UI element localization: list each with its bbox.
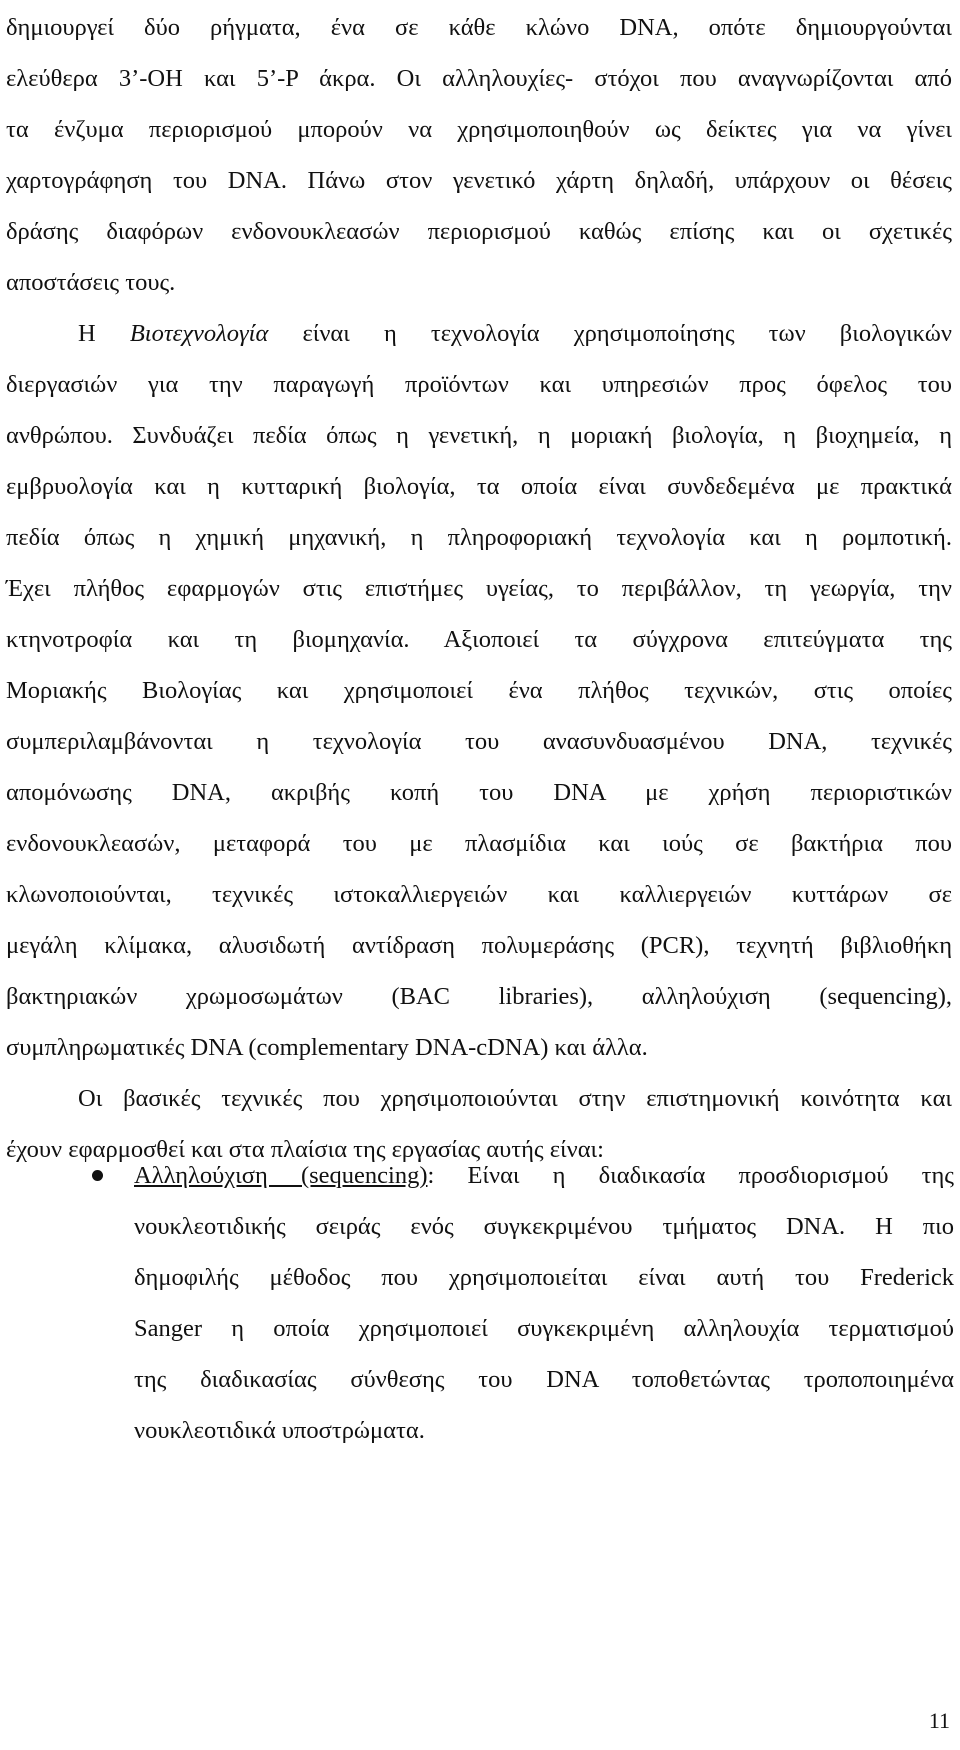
- bullet-item-sequencing: [134, 1150, 954, 1456]
- text-line: νουκλεοτιδικά υποστρώματα.: [134, 1417, 425, 1444]
- text-line: απομόνωσης DNA, ακριβής κοπή του DNA με χρήση περιοριστικών: [6, 779, 952, 806]
- text-line: νουκλεοτιδικής σειράς ενός συγκεκριμένου τμήματος DNA. Η πιο: [134, 1213, 954, 1240]
- text-span: : Είναι η διαδικασία προσδιορισμού της: [427, 1162, 954, 1189]
- text-line: αποστάσεις τους.: [6, 269, 176, 296]
- text-line: της διαδικασίας σύνθεσης του DNA τοποθετώντας τροποποιημένα: [134, 1366, 954, 1393]
- body-text: [6, 2, 952, 1175]
- text-line: Sanger η οποία χρησιμοποιεί συγκεκριμένη αλληλουχία τερματισμού: [134, 1315, 954, 1342]
- text-line: χαρτογράφηση του DNA. Πάνω στον γενετικό χάρτη δηλαδή, υπάρχουν οι θέσεις: [6, 167, 952, 194]
- text-line: έχουν εφαρμοσθεί και στα πλαίσια της εργασίας αυτής είναι:: [6, 1136, 604, 1163]
- text-line: [6, 308, 952, 359]
- text-line: Μοριακής Βιολογίας και χρησιμοποιεί ένα πλήθος τεχνικών, στις οποίες: [6, 677, 952, 704]
- paragraph-restriction-mapping: [6, 2, 952, 308]
- emphasized-term: Βιοτεχνολογία: [129, 320, 269, 347]
- bullet-icon: [92, 1170, 103, 1181]
- text-line: ελεύθερα 3’-OH και 5’-P άκρα. Οι αλληλουχίες- στόχοι που αναγνωρίζονται από: [6, 65, 952, 92]
- text-line: μεγάλη κλίμακα, αλυσιδωτή αντίδραση πολυμεράσης (PCR), τεχνητή βιβλιοθήκη: [6, 932, 952, 959]
- paragraph-biotechnology: [6, 308, 952, 1073]
- text-line: διεργασιών για την παραγωγή προϊόντων και υπηρεσιών προς όφελος του: [6, 371, 952, 398]
- text-line: δημοφιλής μέθοδος που χρησιμοποιείται είναι αυτή του Frederick: [134, 1264, 954, 1291]
- text-line: κλωνοποιούνται, τεχνικές ιστοκαλλιεργειών και καλλιεργειών κυττάρων σε: [6, 881, 952, 908]
- text-line: ενδονουκλεασών, μεταφορά του με πλασμίδια και ιούς σε βακτήρια που: [6, 830, 952, 857]
- text-line: ανθρώπου. Συνδυάζει πεδία όπως η γενετική, η μοριακή βιολογία, η βιοχημεία, η: [6, 422, 952, 449]
- text-line: δημιουργεί δύο ρήγματα, ένα σε κάθε κλώνο DNA, οπότε δημιουργούνται: [6, 14, 952, 41]
- text-line: βακτηριακών χρωμοσωμάτων (BAC libraries), αλληλούχιση (sequencing),: [6, 983, 952, 1010]
- text-line: εμβρυολογία και η κυτταρική βιολογία, τα οποία είναι συνδεδεμένα με πρακτικά: [6, 473, 952, 500]
- text-line: Έχει πλήθος εφαρμογών στις επιστήμες υγείας, το περιβάλλον, τη γεωργία, την: [6, 575, 952, 602]
- text-line: [134, 1150, 954, 1201]
- text-line: κτηνοτροφία και τη βιομηχανία. Αξιοποιεί τα σύγχρονα επιτεύγματα της: [6, 626, 952, 653]
- text-line: συμπεριλαμβάνονται η τεχνολογία του ανασυνδυασμένου DNA, τεχνικές: [6, 728, 952, 755]
- text-line: τα ένζυμα περιορισμού μπορούν να χρησιμοποιηθούν ως δείκτες για να γίνει: [6, 116, 952, 143]
- text-line: δράσης διαφόρων ενδονουκλεασών περιορισμού καθώς επίσης και οι σχετικές: [6, 218, 952, 245]
- text-line: πεδία όπως η χημική μηχανική, η πληροφοριακή τεχνολογία και η ρομποτική.: [6, 524, 952, 551]
- text-span: Η: [78, 320, 130, 347]
- text-line: συμπληρωματικές DNA (complementary DNA-cDNA) και άλλα.: [6, 1034, 648, 1061]
- text-span: είναι η τεχνολογία χρησιμοποίησης των βιολογικών: [268, 320, 952, 347]
- underlined-term: Αλληλούχιση (sequencing): [134, 1162, 428, 1189]
- text-line: Οι βασικές τεχνικές που χρησιμοποιούνται στην επιστημονική κοινότητα και: [78, 1085, 952, 1112]
- page-number: 11: [928, 1708, 950, 1733]
